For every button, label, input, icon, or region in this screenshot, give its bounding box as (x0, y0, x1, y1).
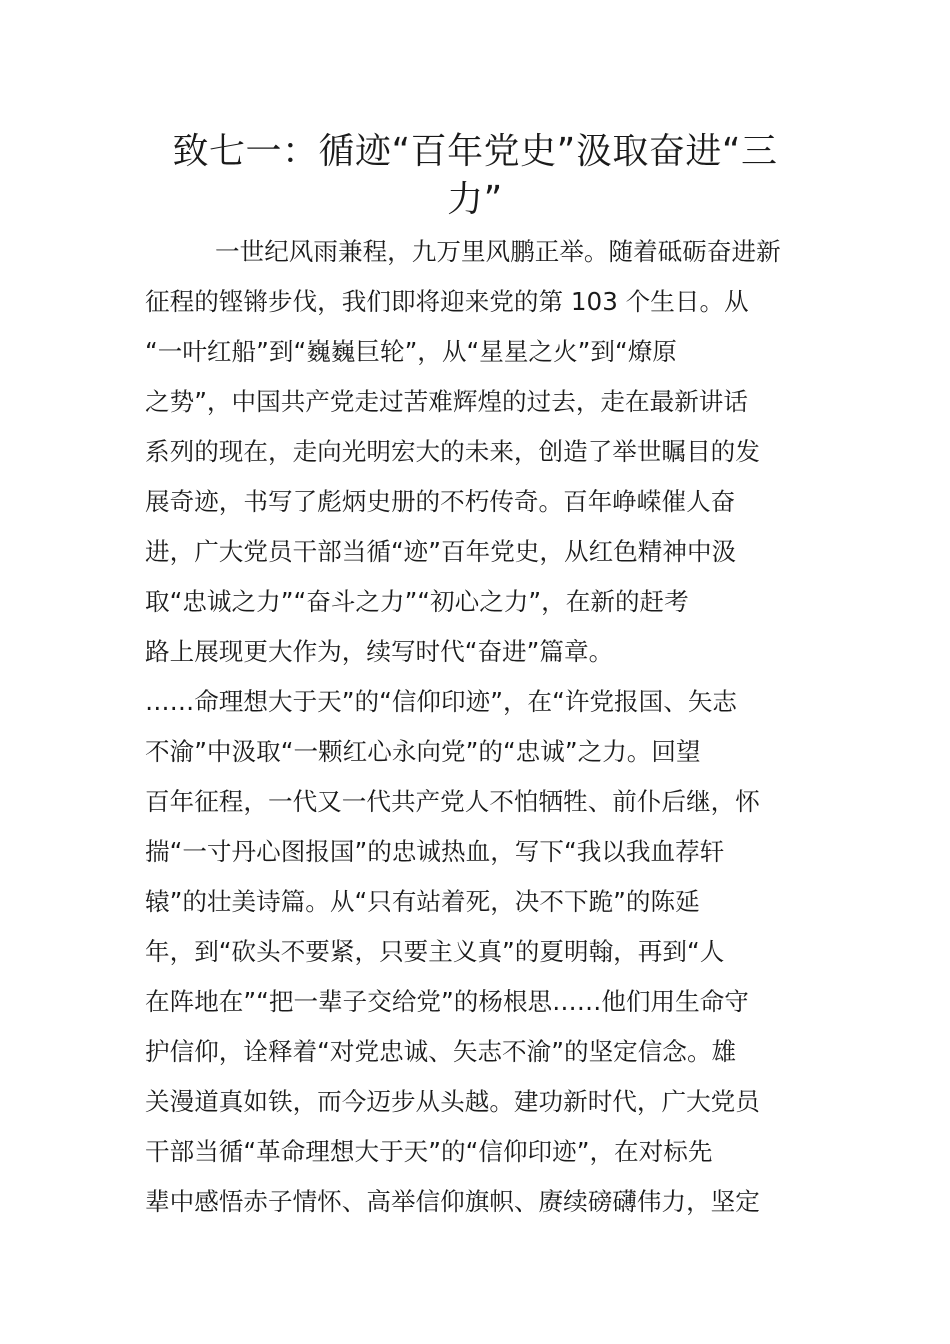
title-line-1: 致七一：循迹“百年党史”汲取奋进“三 (172, 131, 778, 172)
document-body (145, 227, 810, 1227)
paragraph-1-line: 展奇迹，书写了彪炳史册的不朽传奇。百年峥嵘催人奋 (145, 487, 736, 516)
title-line-2: 力” (447, 179, 503, 220)
document-title (145, 128, 805, 224)
paragraph-2-line: 干部当循“革命理想大于天”的“信仰印迹”，在对标先 (145, 1137, 713, 1166)
paragraph-2-line: 关漫道真如铁，而今迈步从头越。建功新时代，广大党员 (145, 1087, 760, 1116)
paragraph-2-line: 在阵地在”“把一辈子交给党”的杨根思……他们用生命守 (145, 987, 749, 1016)
paragraph-1-line: “一叶红船”到“巍巍巨轮”，从“星星之火”到“燎原 (145, 337, 677, 366)
paragraph-2-line: 揣“一寸丹心图报国”的忠诚热血，写下“我以我血荐轩 (145, 837, 725, 866)
paragraph-1-line: 系列的现在，走向光明宏大的未来，创造了举世瞩目的发 (145, 437, 760, 466)
paragraph-2-line: 护信仰，诠释着“对党忠诚、矢志不渝”的坚定信念。雄 (145, 1037, 737, 1066)
paragraph-1-line: 进，广大党员干部当循“迹”百年党史，从红色精神中汲 (145, 537, 737, 566)
paragraph-2-line: 百年征程，一代又一代共产党人不怕牺牲、前仆后继，怀 (145, 787, 760, 816)
paragraph-1-line: 一世纪风雨兼程，九万里风鹏正举。随着砥砺奋进新 (215, 237, 781, 266)
paragraph-2-line: 辕”的壮美诗篇。从“只有站着死，决不下跪”的陈延 (145, 887, 700, 916)
paragraph-2-line: 年，到“砍头不要紧，只要主义真”的夏明翰，再到“人 (145, 937, 725, 966)
paragraph-2-line: 不渝”中汲取“一颗红心永向党”的“忠诚”之力。回望 (145, 737, 701, 766)
paragraph-1-line: 征程的铿锵步伐，我们即将迎来党的第 103 个生日。从 (145, 287, 749, 316)
paragraph-1-line: 取“忠诚之力”“奋斗之力”“初心之力”，在新的赶考 (145, 587, 689, 616)
paragraph-1-line: 路上展现更大作为，续写时代“奋进”篇章。 (145, 637, 614, 666)
paragraph-1-line: 之势”，中国共产党走过苦难辉煌的过去，走在最新讲话 (145, 387, 748, 416)
paragraph-2-line: ……命理想大于天”的“信仰印迹”，在“许党报国、矢志 (145, 687, 738, 716)
paragraph-2-line: 辈中感悟赤子情怀、高举信仰旗帜、赓续磅礴伟力，坚定 (145, 1187, 760, 1216)
